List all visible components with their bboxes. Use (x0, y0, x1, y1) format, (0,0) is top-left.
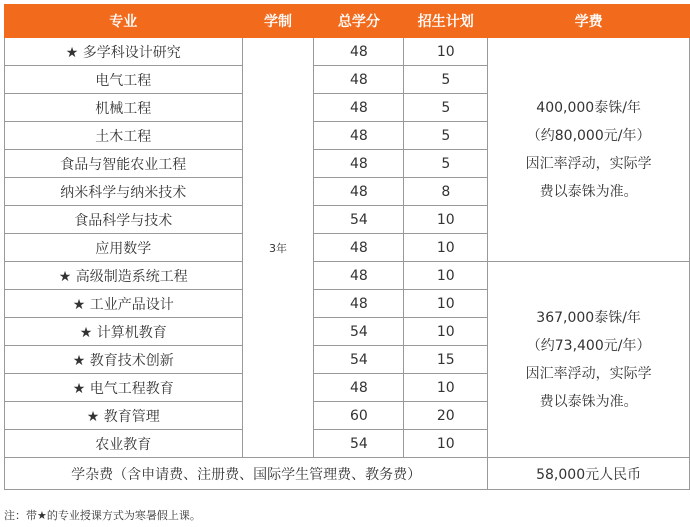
credits-cell: 48 (314, 290, 404, 318)
header-credits: 总学分 (314, 5, 404, 38)
major-cell: 应用数学 (5, 234, 243, 262)
major-cell: 食品科学与技术 (5, 206, 243, 234)
major-cell: 机械工程 (5, 94, 243, 122)
misc-fee-value: 58,000元人民币 (488, 458, 690, 490)
credits-cell: 54 (314, 318, 404, 346)
major-cell: ★ 高级制造系统工程 (5, 262, 243, 290)
major-cell: ★ 教育技术创新 (5, 346, 243, 374)
quota-cell: 10 (404, 430, 488, 458)
credits-cell: 54 (314, 206, 404, 234)
tuition-line: 400,000泰铢/年 (536, 99, 641, 116)
quota-cell: 5 (404, 66, 488, 94)
credits-cell: 60 (314, 402, 404, 430)
major-cell: ★ 工业产品设计 (5, 290, 243, 318)
major-cell: 土木工程 (5, 122, 243, 150)
major-cell: 食品与智能农业工程 (5, 150, 243, 178)
tuition-line: 因汇率浮动，实际学 (525, 365, 652, 382)
table-body (5, 38, 690, 458)
tuition-line: （约73,400元/年） (526, 337, 651, 354)
quota-cell: 10 (404, 38, 488, 66)
credits-cell: 54 (314, 430, 404, 458)
tuition-line: （约80,000元/年） (526, 127, 651, 144)
major-cell: ★ 电气工程教育 (5, 374, 243, 402)
credits-cell: 48 (314, 94, 404, 122)
major-cell: 农业教育 (5, 430, 243, 458)
major-cell: ★ 多学科设计研究 (5, 38, 243, 66)
quota-cell: 8 (404, 178, 488, 206)
tuition-cell (488, 38, 690, 262)
misc-fee-label: 学杂费（含申请费、注册费、国际学生管理费、教务费） (5, 458, 488, 490)
credits-cell: 48 (314, 150, 404, 178)
misc-fee-row (5, 458, 690, 490)
credits-cell: 48 (314, 122, 404, 150)
footnote: 注：带★的专业授课方式为寒暑假上课。 (4, 509, 201, 522)
tuition-line: 367,000泰铢/年 (536, 309, 641, 326)
quota-cell: 10 (404, 318, 488, 346)
quota-cell: 10 (404, 290, 488, 318)
credits-cell: 48 (314, 374, 404, 402)
quota-cell: 10 (404, 374, 488, 402)
credits-cell: 48 (314, 178, 404, 206)
credits-cell: 54 (314, 346, 404, 374)
quota-cell: 10 (404, 234, 488, 262)
credits-cell: 48 (314, 66, 404, 94)
header-quota: 招生计划 (404, 5, 488, 38)
quota-cell: 5 (404, 122, 488, 150)
header-duration: 学制 (242, 5, 314, 38)
duration-cell: 3年 (242, 38, 314, 458)
tuition-cell (488, 262, 690, 458)
quota-cell: 10 (404, 206, 488, 234)
table-row (5, 38, 690, 66)
major-cell: 电气工程 (5, 66, 243, 94)
tuition-line: 费以泰铢为准。 (539, 183, 638, 200)
tuition-line: 费以泰铢为准。 (539, 393, 638, 410)
header-tuition: 学费 (488, 5, 690, 38)
major-cell: 纳米科学与纳米技术 (5, 178, 243, 206)
credits-cell: 48 (314, 234, 404, 262)
quota-cell: 15 (404, 346, 488, 374)
quota-cell: 10 (404, 262, 488, 290)
credits-cell: 48 (314, 38, 404, 66)
quota-cell: 20 (404, 402, 488, 430)
tuition-line: 因汇率浮动，实际学 (525, 155, 652, 172)
major-cell: ★ 计算机教育 (5, 318, 243, 346)
admissions-table (4, 4, 690, 490)
major-cell: ★ 教育管理 (5, 402, 243, 430)
table-row (5, 262, 690, 290)
table-header-row (5, 5, 690, 38)
quota-cell: 5 (404, 150, 488, 178)
header-major: 专业 (5, 5, 243, 38)
credits-cell: 48 (314, 262, 404, 290)
quota-cell: 5 (404, 94, 488, 122)
